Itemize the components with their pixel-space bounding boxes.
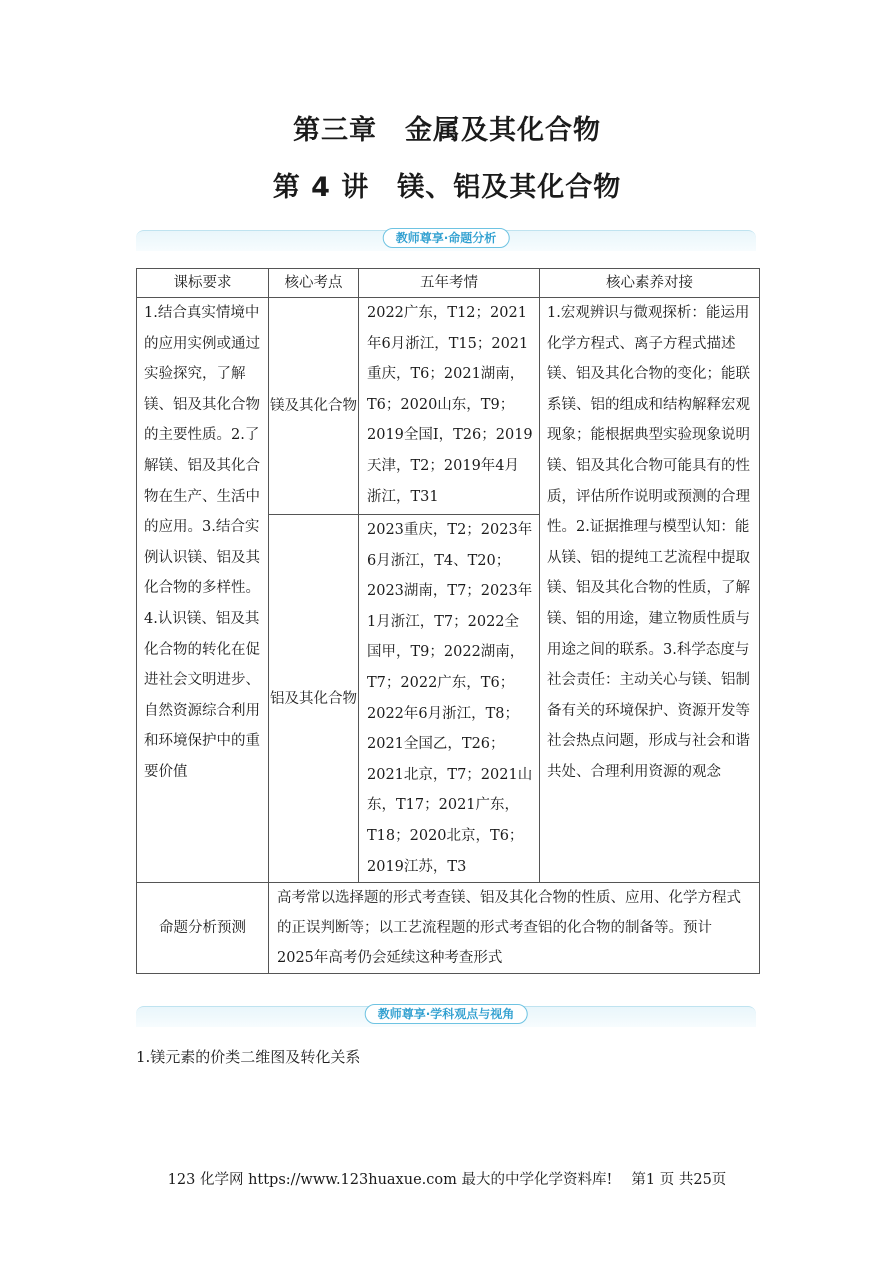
analysis-table [136,268,760,974]
banner-label: 教师尊享·学科观点与视角 [365,1004,528,1024]
banner-label: 教师尊享·命题分析 [383,228,510,248]
page-footer: 123 化学网 https://www.123huaxue.com 最大的中学化学资料库! 第1 页 共25页 [167,1172,727,1188]
header-literacy: 核心素养对接 [540,269,760,298]
table-row [137,883,760,974]
banner-analysis [136,228,756,250]
topic-magnesium: 镁及其化合物 [269,298,359,515]
lesson-title: 第 4 讲 镁、铝及其化合物 [272,172,622,203]
table-header-row [137,269,760,298]
exams-magnesium: 2022广东，T12；2021年6月浙江，T15；2021重庆，T6；2021湖南，T6；2020山东，T9；2019全国Ⅰ，T26；2019天津，T2；2019年4月浙江，T31 [359,298,540,515]
chapter-title: 第三章 金属及其化合物 [293,115,601,146]
literacy-cell: 1.宏观辨识与微观探析：能运用化学方程式、离子方程式描述镁、铝及其化合物的变化；能联系镁、铝的组成和结构解释宏观现象；能根据典型实验现象说明镁、铝及其化合物可能具有的性质，评估所作说明或预测的合理性。2.证据推理与模型认知：能从镁、铝的提纯工艺流程中提取镁、铝及其化合物的性质，了解镁、铝的用途，建立物质性质与用途之间的联系。3.科学态度与社会责任：主动关心与镁、铝制备有关的环境保护、资源开发等社会热点问题，形成与社会和谐共处、合理利用资源的观念 [540,298,760,883]
prediction-text: 高考常以选择题的形式考查镁、铝及其化合物的性质、应用、化学方程式的正误判断等；以工艺流程题的形式考查铝的化合物的制备等。预计 2025年高考仍会延续这种考查形式 [269,883,760,974]
header-requirements: 课标要求 [137,269,269,298]
table-row [137,298,760,515]
exams-aluminum: 2023重庆，T2；2023年6月浙江，T4、T20；2023湖南，T7；2023年1月浙江，T7；2022全国甲，T9；2022湖南，T7；2022广东，T6；2022年6月浙江，T8；2021全国乙，T26；2021北京，T7；2021山东，T17；2021广东，T18；2020北京，T6；2019江苏，T3 [359,515,540,883]
banner-perspective [136,1004,756,1026]
prediction-label: 命题分析预测 [137,883,269,974]
header-topics: 核心考点 [269,269,359,298]
header-exams: 五年考情 [359,269,540,298]
requirements-cell: 1.结合真实情境中的应用实例或通过实验探究，了解镁、铝及其化合物的主要性质。2.了解镁、铝及其化合物在生产、生活中的应用。3.结合实例认识镁、铝及其化合物的多样性。4.认识镁、铝及其化合物的转化在促进社会文明进步、自然资源综合利用和环境保护中的重要价值 [137,298,269,883]
topic-aluminum: 铝及其化合物 [269,515,359,883]
section-heading: 1.镁元素的价类二维图及转化关系 [136,1048,361,1066]
